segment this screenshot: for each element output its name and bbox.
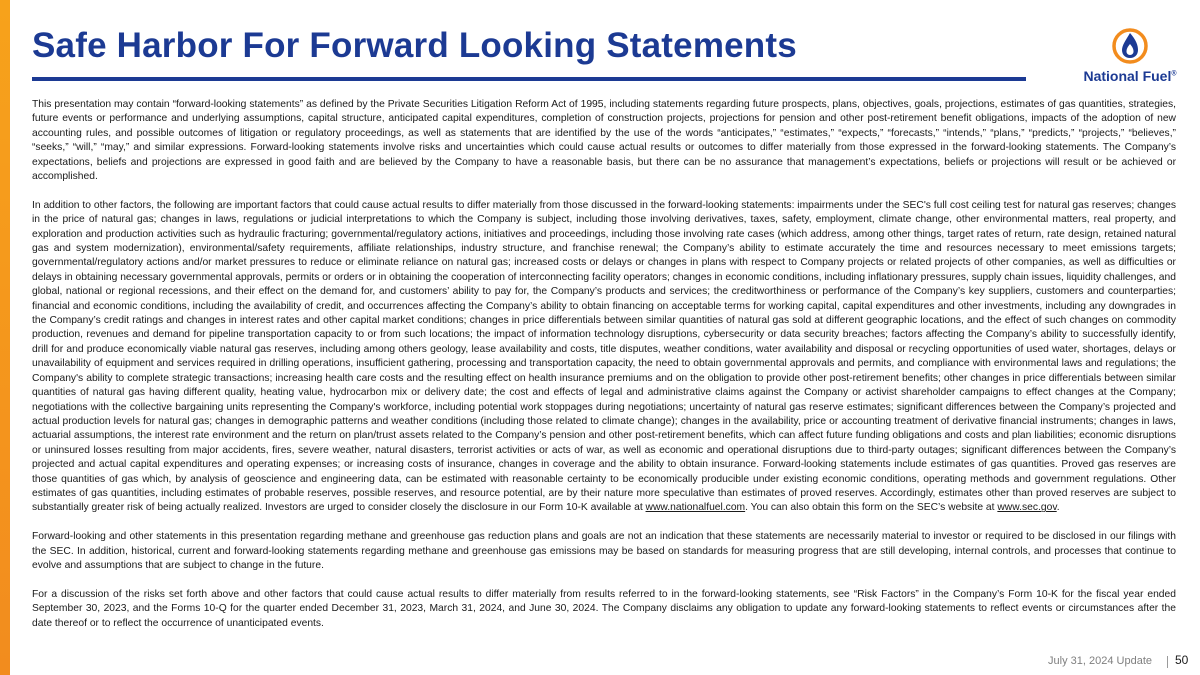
footer-divider <box>1167 656 1168 668</box>
title-underline <box>32 77 1026 81</box>
disclaimer-body <box>32 98 1176 645</box>
registered-mark: ® <box>1171 70 1177 78</box>
paragraph-discussion: For a discussion of the risks set forth above and other factors that could cause actual results to differ materially from results referred to in the forward-looking statements, see “Risk Factors” in the Company’s Form 10-K for the fiscal year ended September 30, 2023, and the Forms 10-Q for the quarter ended December 31, 2023, March 31, 2024, and June 30, 2024. The Company disclaims any obligation to update any forward-looking statements to reflect events or circumstances after the date thereof or to reflect the occurrence of unanticipated events. <box>32 588 1176 629</box>
sec-website-text: . You can also obtain this form on the SEC’s website at <box>745 502 998 514</box>
paragraph-methane: Forward-looking and other statements in this presentation regarding methane and greenhouse gas reduction plans and goals are not an indication that these statements are necessarily material to investor or required to be disclosed in our filings with the SEC. In addition, historical, current and forward-looking statements regarding methane and greenhouse gas emissions may be based on standards for measuring progress that are still developing, internal controls, and processes that continue to evolve and assumptions that are subject to change in the future. <box>32 531 1176 571</box>
paragraph-forward-looking: This presentation may contain “forward-looking statements” as defined by the Private Securities Litigation Reform Act of 1995, including statements regarding future prospects, plans, objectives, goals, projections, estimates of gas quantities, strategies, future events or performance and underlying assumptions, capital structure, anticipated capital expenditures, completion of construction projects, projections for pension and other post-retirement benefit obligations, impacts of the adoption of new accounting rules, and possible outcomes of litigation or regulatory proceedings, as well as statements that are identified by the use of the words “anticipates,” “estimates,” “expects,” “forecasts,” “intends,” “plans,” “predicts,” “projects,” “believes,” “seeks,” “will,” “may,” and similar expressions. Forward-looking statements involve risks and uncertainties which could cause actual results or outcomes to differ materially from those expressed in the forward-looking statements. The Company’s expectations, beliefs and projections are expressed in good faith and are believed by the Company to have a reasonable basis, but there can be no assurance that management’s expectations, beliefs or projections will result or be achieved or accomplished. <box>32 99 1176 183</box>
paragraph-end-period: . <box>1056 502 1060 514</box>
footer-date: July 31, 2024 Update <box>1048 655 1152 667</box>
risk-factors-text: In addition to other factors, the following are important factors that could cause actual results to differ materially from those discussed in the forward-looking statements: impairments under the SEC's full cost ceiling test for natural gas reserves; changes in the price of natural gas; changes in laws, regulations or judicial interpretations to which the Company is subject, including those involving derivatives, taxes, safety, employment, climate change, other environmental matters, real property, and exploration and production activities such as hydraulic fracturing; governmental/regulatory actions, initiatives and proceedings, including those involving rate cases (which address, among other things, target rates of return, rate design, retained natural gas and system modernization), environmental/safety requirements, affiliate relationships, industry structure, and franchise renewal; the Company’s ability to estimate accurately the time and resources necessary to meet emissions targets; governmental/regulatory actions and/or market pressures to reduce or eliminate reliance on natural gas; increased costs or delays or changes in plans with respect to Company projects or related projects of other companies, as well as difficulties or delays in obtaining necessary governmental approvals, permits or orders or in obtaining the cooperation of interconnecting facility operators; changes in economic conditions, including inflationary pressures, supply chain issues, liquidity challenges, and global, national or regional recessions, and their effect on the demand for, and customers’ ability to pay for, the Company’s products and services; the creditworthiness or performance of the Company’s key suppliers, customers and counterparties; financial and economic conditions, including the availability of credit, and occurrences affecting the Company’s ability to obtain financing on acceptable terms for working capital, capital expenditures and other investments, including any downgrades in the Company’s credit ratings and changes in interest rates and other capital market conditions; changes in price differentials between similar quantities of natural gas sold at different geographic locations, and the effect of such changes on commodity production, revenues and demand for pipeline transportation capacity to or from such locations; the impact of information technology disruptions, cybersecurity or data security breaches; factors affecting the Company’s ability to successfully identify, drill for and produce economically viable natural gas reserves, including among others geology, lease availability and costs, title disputes, weather conditions, water availability and disposal or recycling opportunities of used water, shortages, delays or unavailability of equipment and services required in drilling operations, insufficient gathering, processing and transportation capacity, the need to obtain governmental approvals and permits, and compliance with environmental laws and regulations; the Company's ability to complete strategic transactions; increasing health care costs and the resulting effect on health insurance premiums and on the obligation to provide other post-retirement benefits; other changes in price differentials between similar quantities of natural gas having different quality, heating value, hydrocarbon mix or delivery date; the cost and effects of legal and administrative claims against the Company or activist shareholder campaigns to effect changes at the Company; negotiations with the collective bargaining units representing the Company's workforce, including potential work stoppages during negotiations; uncertainty of natural gas reserve estimates; significant differences between the Company’s projected and actual production levels for natural gas; changes in demographic patterns and weather conditions (including those related to climate change); changes in the availability, price or accounting treatment of derivative financial instruments; changes in laws, actuarial assumptions, the interest rate environment and the return on plan/trust assets related to the Company’s pension and other post-retirement benefits, which can affect future funding obligations and costs and plan liabilities; economic disruptions or uninsured losses resulting from major accidents, fires, severe weather, natural disasters, terrorist activities or acts of war, as well as economic and operational disruptions due to third-party outages; significant differences between the Company’s projected and actual capital expenditures and operating expenses; or increasing costs of insurance, changes in coverage and the ability to obtain insurance. Forward-looking statements include estimates of gas quantities. Proved gas reserves are those quantities of gas which, by analysis of geoscience and engineering data, can be estimated with reasonable certainty to be economically producible under existing economic conditions, operating methods and government regulations. Other estimates of gas quantities, including estimates of probable reserves, possible reserves, and resource potential, are by their nature more speculative than estimates of proved reserves. Accordingly, estimates other than proved reserves are subject to substantially greater risk of being actually realized. Investors are urged to consider closely the disclosure in our Form 10-K available at <box>32 199 1176 514</box>
company-logo <box>1070 26 1190 86</box>
flame-icon <box>1110 26 1150 66</box>
left-accent-bar <box>0 0 10 675</box>
page-title: Safe Harbor For Forward Looking Statements <box>32 26 797 65</box>
logo-name: National Fuel <box>1083 68 1172 84</box>
logo-wordmark <box>1070 68 1190 84</box>
sec-link[interactable]: www.sec.gov <box>997 502 1057 514</box>
paragraph-risk-factors <box>32 199 1176 516</box>
page-number: 50 <box>1175 653 1189 667</box>
nationalfuel-link[interactable]: www.nationalfuel.com <box>645 502 746 514</box>
